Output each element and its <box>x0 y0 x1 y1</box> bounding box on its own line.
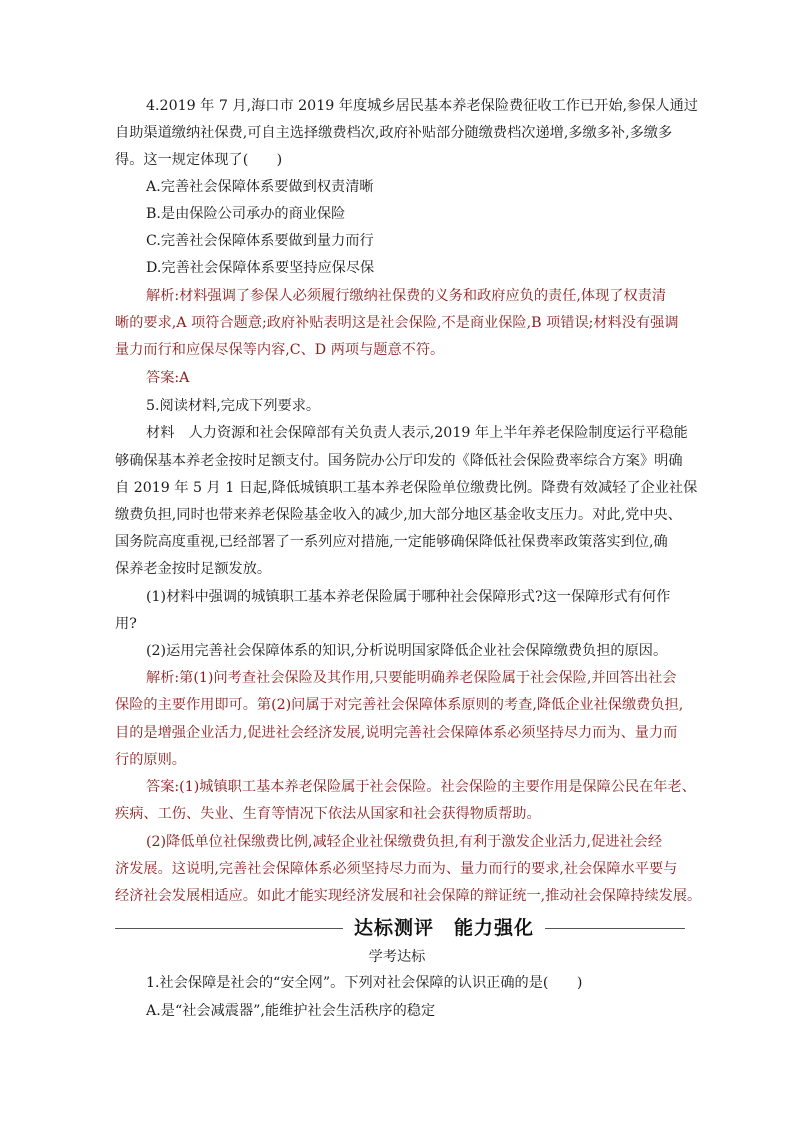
q5-material-line-3: 自 2019 年 5 月 1 日起,降低城镇职工基本养老保险单位缴费比例。降费有效减轻了企业社保 <box>115 480 698 496</box>
q5-answer1-line-2: 疾病、工伤、失业、生育等情况下依法从国家和社会获得物质帮助。 <box>115 806 541 822</box>
section-banner <box>115 914 685 942</box>
banner-rule-left <box>115 928 343 929</box>
q4-option-b: B.是由保险公司承办的商业保险 <box>146 206 346 222</box>
q4-stem-line-3: 得。这一规定体现了( ) <box>115 152 283 168</box>
q4-option-c: C.完善社会保障体系要做到量力而行 <box>146 233 374 249</box>
q5-material-line-6: 保养老金按时足额发放。 <box>115 561 272 577</box>
q5-stem: 5.阅读材料,完成下列要求。 <box>146 398 321 414</box>
section-subhead: 学考达标 <box>368 949 426 965</box>
q4-analysis-line-1: 解析:材料强调了参保人必须履行缴纳社保费的义务和政府应负的责任,体现了权责清 <box>146 288 667 304</box>
q4-answer: 答案:A <box>146 370 190 386</box>
q5-analysis-line-1: 解析:第(1)问考查社会保险及其作用,只要能明确养老保险属于社会保险,并回答出社会 <box>146 670 677 686</box>
q4-option-d: D.完善社会保障体系要坚持应保尽保 <box>146 260 375 276</box>
q5-sub1-line-2: 用? <box>115 616 137 632</box>
q5-answer2-line-3: 经济社会发展相适应。如此才能实现经济发展和社会保障的辩证统一,推动社会保障持续发展。 <box>115 888 702 904</box>
q1-option-a: A.是“社会减震器”,能维护社会生活秩序的稳定 <box>146 1003 436 1019</box>
q4-analysis-line-2: 晰的要求,A 项符合题意;政府补贴表明这是社会保险,不是商业保险,B 项错误;材料没有强调 <box>115 315 679 331</box>
q4-analysis-line-3: 量力而行和应保尽保等内容,C、D 两项与题意不符。 <box>115 342 445 358</box>
section-title: 达标测评 能力强化 <box>353 917 534 939</box>
q5-material-line-5: 国务院高度重视,已经部署了一系列应对措施,一定能够确保降低社保费率政策落实到位,确 <box>115 534 668 550</box>
q5-analysis-line-2: 保险的主要作用即可。第(2)问属于对完善社会保障体系原则的考查,降低企业社保缴费负担, <box>115 697 684 713</box>
q5-answer2-line-1: (2)降低单位社保缴费比例,减轻企业社保缴费负担,有利于激发企业活力,促进社会经 <box>146 834 663 850</box>
q5-sub2-line-1: (2)运用完善社会保障体系的知识,分析说明国家降低企业社会保障缴费负担的原因。 <box>146 643 668 659</box>
q5-material-line-4: 缴费负担,同时也带来养老保险基金收入的减少,加大部分地区基金收支压力。对此,党中央、 <box>115 507 682 523</box>
banner-rule-right <box>545 928 685 929</box>
q4-option-a: A.完善社会保障体系要做到权责清晰 <box>146 179 374 195</box>
q5-analysis-line-3: 目的是增强企业活力,促进社会经济发展,说明完善社会保障体系必须坚持尽力而为、量力而 <box>115 725 678 741</box>
q5-analysis-line-4: 行的原则。 <box>115 752 186 768</box>
q4-stem-line-2: 自助渠道缴纳社保费,可自主选择缴费档次,政府补贴部分随缴费档次递增,多缴多补,多缴多 <box>115 125 673 141</box>
q5-material-line-1: 材料 人力资源和社会保障部有关负责人表示,2019 年上半年养老保险制度运行平稳能 <box>146 425 688 441</box>
q5-answer1-line-1: 答案:(1)城镇职工基本养老保险属于社会保险。社会保险的主要作用是保障公民在年老、 <box>146 779 696 795</box>
q5-sub1-line-1: (1)材料中强调的城镇职工基本养老保险属于哪种社会保障形式?这一保障形式有何作 <box>146 589 671 605</box>
q5-answer2-line-2: 济发展。这说明,完善社会保障体系必须坚持尽力而为、量力而行的要求,社会保障水平要与 <box>115 861 678 877</box>
q1-stem: 1.社会保障是社会的“安全网”。下列对社会保障的认识正确的是( ) <box>146 975 583 991</box>
q5-material-line-2: 够确保基本养老金按时足额支付。国务院办公厅印发的《降低社会保险费率综合方案》明确 <box>115 453 683 469</box>
q4-stem-line-1: 4.2019 年 7 月,海口市 2019 年度城乡居民基本养老保险费征收工作已开始,参保人通过 <box>146 98 698 114</box>
